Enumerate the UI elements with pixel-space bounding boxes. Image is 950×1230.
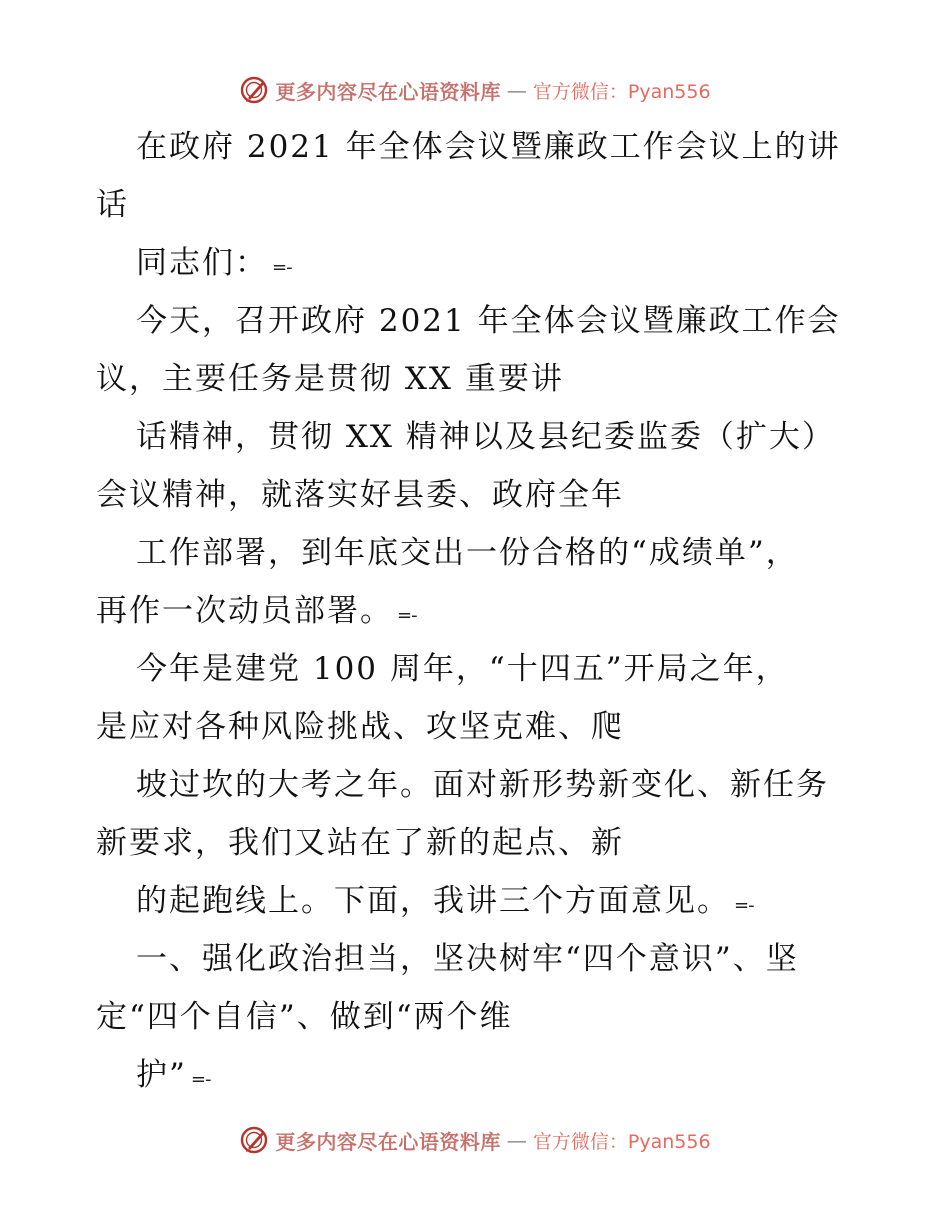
line-text: 再作一次动员部署。	[96, 593, 393, 629]
line-text: 护”	[136, 1057, 187, 1093]
watermark-separator: —	[506, 1128, 527, 1152]
line-text: 同志们：	[136, 245, 268, 281]
line-text: 话精神，贯彻 XX 精神以及县纪委监委（扩大）	[136, 419, 835, 455]
document-line	[96, 408, 866, 466]
line-text: 新要求，我们又站在了新的起点、新	[96, 825, 624, 861]
document-line	[96, 118, 866, 176]
document-line	[96, 176, 866, 234]
line-text: 坡过坎的大考之年。面对新形势新变化、新任务	[136, 767, 829, 803]
stamp-pen-icon	[239, 75, 269, 105]
document-line	[96, 988, 866, 1046]
document-line	[96, 640, 866, 698]
document-line	[96, 756, 866, 814]
line-text: 议，主要任务是贯彻 XX 重要讲	[96, 361, 564, 397]
paragraph-mark-icon: =-	[397, 605, 417, 626]
line-text: 一、强化政治担当，坚决树牢“四个意识”、坚	[136, 941, 799, 977]
document-line	[96, 930, 866, 988]
document-line	[96, 872, 866, 930]
document-line	[96, 698, 866, 756]
paragraph-mark-icon: =-	[734, 895, 754, 916]
header-watermark	[0, 72, 950, 108]
stamp-pen-icon	[239, 1125, 269, 1155]
watermark-brand-text: 更多内容尽在心语资料库	[275, 79, 501, 104]
document-line	[96, 292, 866, 350]
paragraph-mark-icon: =-	[272, 257, 292, 278]
line-text: 话	[96, 187, 129, 223]
watermark-wechat: 官方微信：Pyan556	[532, 80, 711, 103]
document-line	[96, 350, 866, 408]
document-line	[96, 234, 866, 292]
line-text: 会议精神，就落实好县委、政府全年	[96, 477, 624, 513]
document-line	[96, 466, 866, 524]
watermark-wechat: 官方微信：Pyan556	[532, 1130, 711, 1153]
document-line	[96, 582, 866, 640]
document-body	[96, 118, 866, 1104]
document-line	[96, 524, 866, 582]
watermark-separator: —	[506, 78, 527, 102]
line-text: 今年是建党 100 周年，“十四五”开局之年，	[136, 651, 789, 687]
line-text: 定“四个自信”、做到“两个维	[96, 999, 513, 1035]
paragraph-mark-icon: =-	[190, 1069, 211, 1090]
line-text: 是应对各种风险挑战、攻坚克难、爬	[96, 709, 624, 745]
watermark-brand-text: 更多内容尽在心语资料库	[275, 1129, 501, 1154]
footer-watermark	[0, 1122, 950, 1158]
line-text: 工作部署，到年底交出一份合格的“成绩单”，	[136, 535, 799, 571]
document-line	[96, 1046, 866, 1104]
document-line	[96, 814, 866, 872]
line-text: 在政府 2021 年全体会议暨廉政工作会议上的讲	[136, 129, 841, 165]
line-text: 今天，召开政府 2021 年全体会议暨廉政工作会	[136, 303, 841, 339]
line-text: 的起跑线上。下面，我讲三个方面意见。	[136, 883, 730, 919]
